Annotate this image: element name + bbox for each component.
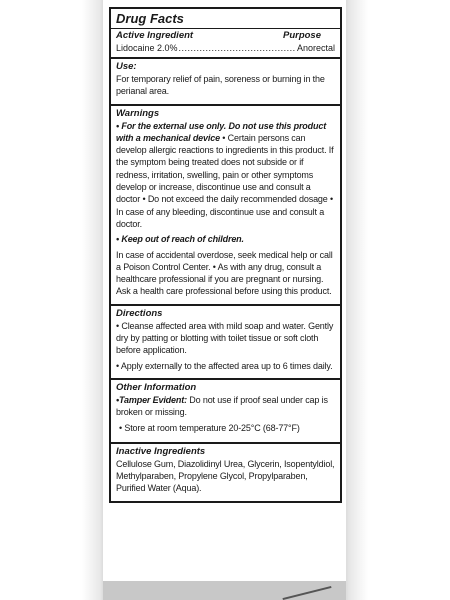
tamper-evident-line (116, 394, 335, 419)
directions-item: • Apply externally to the affected area up to 6 times daily. (116, 360, 333, 371)
warnings-external-use: • For the external use only. Do not use this product with a mechanical device (116, 120, 327, 143)
purpose-heading: Purpose (282, 30, 321, 41)
other-information-heading: Other Information (116, 381, 197, 393)
warnings-keep-out-of-reach: • Keep out of reach of children. (116, 234, 244, 245)
background-right (346, 0, 450, 600)
warnings-overdose-text: In case of accidental overdose, seek medical help or call a Poison Control Center. • As with any drug, consult a healthcare professional if you are pregnant or nursing. Ask a health care professional before using this product. (116, 249, 333, 297)
directions-section (111, 306, 340, 380)
storage-text: • Store at room temperature 20-25°C (68-77°F) (119, 422, 300, 433)
warnings-allergic-text: • Certain persons can develop allergic reactions to ingredients in this product. If the symptom being treated does not subside or if redness, irritation, swelling, pain or other symptoms develop or increase, discontinue use and consult a doctor • Do not exceed the daily recommended dosage • In case of any bleeding, discontinue use and consult a doctor. (116, 132, 334, 229)
use-section (111, 59, 340, 106)
inactive-ingredients-heading: Inactive Ingredients (116, 445, 206, 457)
tamper-evident-label: •Tamper Evident: (116, 394, 187, 405)
inactive-ingredients-text: Cellulose Gum, Diazolidinyl Urea, Glycerin, Isopentyldiol, Methylparaben, Propylene Glycol, Propylparaben, Purified Water (Aqua). (116, 458, 335, 494)
active-ingredient-header-row (116, 30, 335, 42)
ingredient-name: Lidocaine 2.0% (116, 43, 178, 53)
active-ingredient-heading: Active Ingredient (116, 30, 194, 41)
other-information-section (111, 380, 340, 444)
use-text: For temporary relief of pain, soreness or burning in the perianal area. (116, 74, 325, 97)
active-ingredient-section (111, 9, 340, 59)
leader-dots (179, 42, 296, 54)
ingredient-purpose: Anorectal (296, 43, 335, 53)
warnings-paragraph-1 (116, 120, 335, 231)
ingredient-row (116, 42, 335, 54)
warnings-section (111, 106, 340, 306)
drug-facts-title: Drug Facts (111, 11, 340, 29)
inactive-ingredients-section (111, 444, 340, 501)
use-heading: Use: (116, 61, 137, 72)
directions-item: • Cleanse affected area with mild soap and water. Gently dry by patting or blotting with toilet tissue or soft cloth before application. (116, 320, 334, 356)
directions-heading: Directions (116, 307, 163, 319)
background-left (0, 0, 103, 600)
warnings-heading: Warnings (116, 107, 160, 119)
drug-facts-panel (109, 7, 342, 503)
tamper-evident-text: Do not use if proof seal under cap is broken or missing. (116, 394, 328, 418)
